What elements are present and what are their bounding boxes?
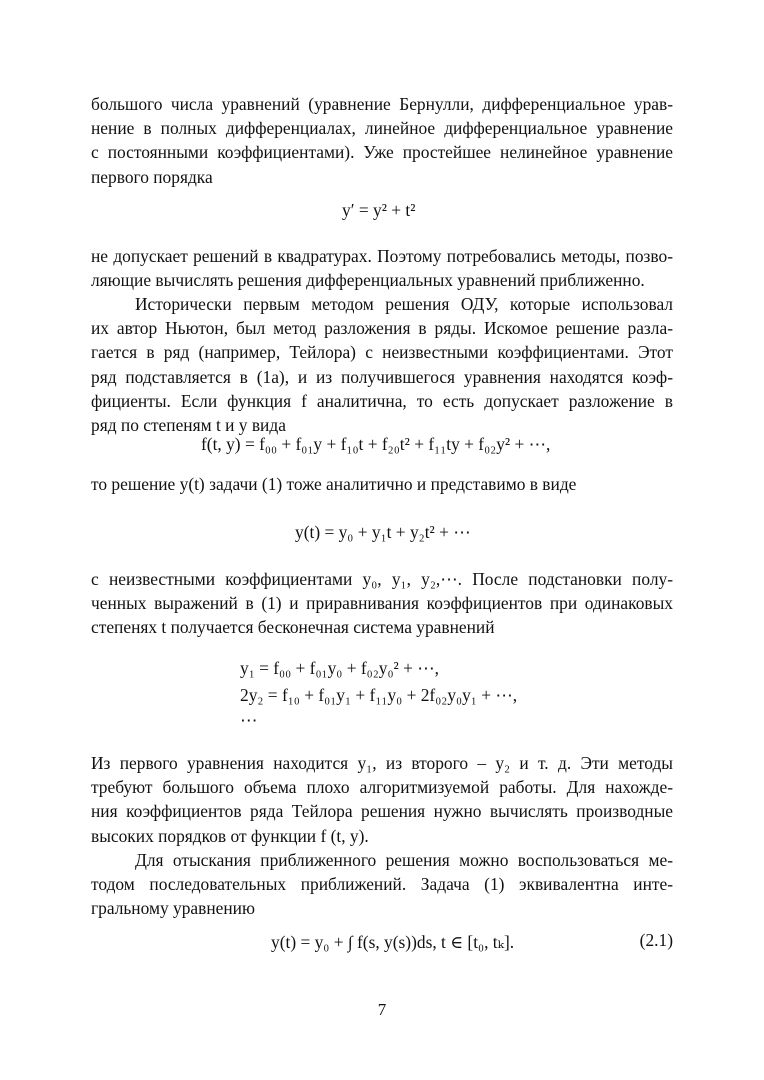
text-line: тодом последовательных приближений. Задача (1) эквивалентна инте- — [91, 874, 673, 895]
paragraph-1 — [91, 92, 673, 189]
text-line: нение в полных дифференциалах, линейное дифференциальное уравнение — [91, 118, 673, 139]
equation-integral: y(t) = y₀ + ∫ f(s, y(s))ds, t ∈ [t₀, tₖ]. — [271, 932, 515, 952]
equation-riccati: y′ = y² + t² — [342, 200, 416, 220]
text-line: то решение y(t) задачи (1) тоже аналитично и представимо в виде — [91, 474, 577, 494]
text-line: степенях t получается бесконечная система уравнений — [91, 617, 495, 638]
text-line: Из первого уравнения находится y₁, из второго – y₂ и т. д. Эти методы — [91, 753, 673, 773]
text-line: большого числа уравнений (уравнение Бернулли, дифференциальное урав- — [91, 94, 673, 114]
text-line: Для отыскания приближенного решения можно воспользоваться ме- — [135, 850, 673, 870]
paragraph-6 — [91, 751, 673, 848]
paragraph-3 — [91, 292, 673, 437]
text-line: Исторически первым методом решения ОДУ, которые использовал — [135, 294, 673, 314]
text-line: ряд подставляется в (1а), и из получившегося уравнения находятся коэф- — [91, 366, 673, 387]
text-line: требуют большого объема плохо алгоритмизуемой работы. Для нахожде- — [91, 777, 673, 798]
text-line: не допускает решений в квадратурах. Поэтому потребовались методы, позво- — [91, 246, 673, 266]
paragraph-5 — [91, 567, 673, 640]
paragraph-4 — [91, 472, 673, 496]
text-line: фициенты. Если функция f аналитична, то есть допускает разложение в — [91, 390, 673, 411]
text-line: гральному уравнению — [91, 898, 255, 919]
equation-series-y: y(t) = y₀ + y₁t + y₂t² + ⋯ — [295, 522, 471, 542]
system-equation-1: y₁ = f₀₀ + f₀₁y₀ + f₀₂y₀² + ⋯, — [240, 658, 439, 678]
text-line: ляющие вычислять решения дифференциальных уравнений приближенно. — [91, 270, 645, 291]
paragraph-7 — [91, 848, 673, 921]
text-line: ряд по степеням t и y вида — [91, 415, 286, 436]
system-ellipsis: ⋯ — [240, 710, 258, 730]
text-line: первого порядка — [91, 166, 213, 187]
text-line: ния коэффициентов ряда Тейлора решения нужно вычислять производные — [91, 801, 673, 822]
text-line: с неизвестными коэффициентами y₀, y₁, y₂,⋯. После подстановки полу- — [91, 569, 673, 589]
system-equation-2: 2y₂ = f₁₀ + f₀₁y₁ + f₁₁y₀ + 2f₀₂y₀y₁ + ⋯, — [240, 685, 518, 705]
equation-number: (2.1) — [639, 930, 673, 950]
text-line: высоких порядков от функции f (t, y). — [91, 825, 369, 846]
text-line: гается в ряд (например, Тейлора) с неизвестными коэффициентами. Этот — [91, 342, 673, 363]
page-number: 7 — [377, 1000, 387, 1019]
paragraph-2 — [91, 244, 673, 292]
text-line: их автор Ньютон, был метод разложения в ряды. Искомое решение разла- — [91, 318, 673, 339]
text-line: ченных выражений в (1) и приравнивания коэффициентов при одинаковых — [91, 593, 673, 614]
equation-taylor-f: f(t, y) = f₀₀ + f₀₁y + f₁₀t + f₂₀t² + f₁₁ty + f₀₂y² + ⋯, — [201, 434, 551, 454]
text-line: с постоянными коэффициентами). Уже простейшее нелинейное уравнение — [91, 142, 673, 163]
